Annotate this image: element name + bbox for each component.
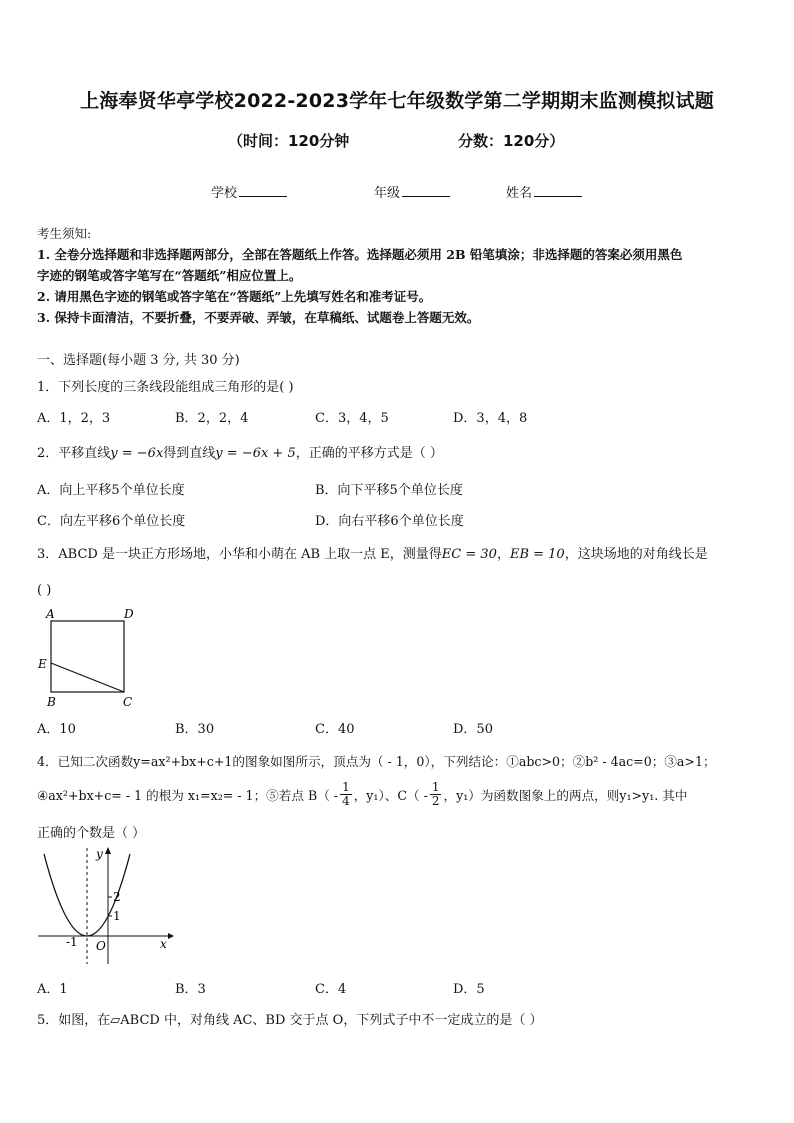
q3-paren: ( )	[37, 583, 52, 598]
q4-frac1-den: 4	[342, 793, 350, 808]
q4-line1: 4．已知二次函数y=ax²+bx+c+1的图象如图所示，顶点为（ - 1，0），下列结论：①abc>0；②b² - 4ac=0；③a>1；	[37, 754, 716, 769]
label-tick-1: 1	[113, 909, 121, 923]
label-b: B	[47, 695, 56, 709]
school-field	[211, 182, 287, 201]
exam-score: 分数：120分）	[458, 132, 565, 150]
q4-option-d: D．5	[453, 982, 485, 997]
label-d: D	[124, 607, 134, 621]
q3-stem	[37, 543, 708, 562]
label-a: A	[46, 607, 55, 621]
grade-blank	[402, 184, 450, 197]
q4-line3: 正确的个数是（ ）	[37, 826, 146, 841]
q3-tail: ，这块场地的对角线长是	[564, 547, 708, 562]
q2-prefix: 2．平移直线	[37, 446, 111, 461]
q4-frac2	[430, 781, 442, 808]
q4-line2a: ④ax²+bx+c= - 1 的根为 x₁=x₂= - 1；⑤若点 B（ -	[37, 787, 339, 803]
q1-stem: 1．下列长度的三条线段能组成三角形的是( )	[37, 380, 294, 395]
exam-time: （时间：120分钟	[228, 132, 350, 150]
label-c: C	[123, 695, 133, 709]
q2-option-b: B．向下平移5个单位长度	[315, 483, 463, 498]
label-minus-1: -1	[66, 935, 78, 949]
name-field	[506, 182, 582, 201]
section-heading: 一、选择题(每小题 3 分, 共 30 分)	[37, 353, 240, 368]
q1-option-d: D．3，4，8	[453, 411, 528, 426]
name-label: 姓名	[506, 186, 533, 201]
q2-stem	[37, 442, 443, 461]
y-axis-arrow	[105, 847, 111, 854]
q4-option-c: C．4	[315, 982, 347, 997]
q3-option-d: D．50	[453, 722, 493, 737]
notice-item-1a: 1. 全卷分选择题和非选择题两部分，全部在答题纸上作答。选择题必须用 2B 铅笔填涂；非选择题的答案必须用黑色	[37, 247, 683, 262]
page-title: 上海奉贤华亭学校2022-2023学年七年级数学第二学期期末监测模拟试题	[80, 90, 714, 112]
q3-option-a: A．10	[37, 722, 76, 737]
q3-eb: EB = 10	[509, 547, 565, 562]
q4-parabola-figure	[34, 844, 174, 966]
grade-label: 年级	[374, 186, 401, 201]
q2-eq1: y = −6x	[110, 446, 164, 461]
label-origin: O	[96, 939, 106, 953]
q4-line2b: ，y₁）、C（ -	[353, 787, 428, 803]
q4-option-a: A．1	[37, 982, 68, 997]
q2-suffix: ，正确的平移方式是（ ）	[295, 446, 443, 461]
q4-frac1	[340, 781, 352, 808]
q4-frac2-num: 1	[431, 779, 440, 794]
q1-option-c: C．3，4，5	[315, 411, 389, 426]
label-tick-2: 2	[113, 890, 121, 904]
q3-ec: EC = 30	[441, 547, 497, 562]
label-x: x	[160, 937, 167, 951]
q2-option-a: A．向上平移5个单位长度	[37, 483, 185, 498]
q4-line2	[37, 776, 687, 812]
q3-option-c: C．40	[315, 722, 355, 737]
notice-item-3: 3. 保持卡面清洁，不要折叠，不要弄破、弄皱，在草稿纸、试题卷上答题无效。	[37, 310, 480, 325]
segment-ec	[51, 663, 124, 692]
q2-mid: 得到直线	[163, 446, 216, 461]
notice-item-2: 2. 请用黑色字迹的钢笔或答字笔在“答题纸”上先填写姓名和准考证号。	[37, 289, 432, 304]
q3-stem-text: 3．ABCD 是一块正方形场地，小华和小萌在 AB 上取一点 E，测量得	[37, 547, 442, 562]
notice-heading: 考生须知:	[37, 226, 92, 241]
q5-stem: 5．如图，在▱ABCD 中，对角线 AC、BD 交于点 O，下列式子中不一定成立的是（ ）	[37, 1013, 543, 1028]
x-axis-arrow	[168, 933, 174, 939]
notice-item-1b: 字迹的钢笔或答字笔写在“答题纸”相应位置上。	[37, 268, 302, 283]
q1-option-b: B．2，2，4	[175, 411, 249, 426]
square-abcd	[51, 621, 124, 692]
school-blank	[239, 184, 287, 197]
q2-eq2: y = −6x + 5	[215, 446, 296, 461]
q3-square-figure	[34, 604, 144, 710]
label-e: E	[38, 657, 47, 671]
label-y: y	[96, 847, 103, 861]
school-label: 学校	[211, 186, 238, 201]
q2-option-d: D．向右平移6个单位长度	[315, 514, 464, 529]
q2-option-c: C．向左平移6个单位长度	[37, 514, 186, 529]
q4-line2c: ，y₁）为函数图象上的两点，则y₁>y₁. 其中	[443, 787, 688, 803]
q1-option-a: A．1，2，3	[37, 411, 111, 426]
grade-field	[374, 182, 450, 201]
q4-frac2-den: 2	[431, 793, 440, 808]
q3-sep: ，	[496, 547, 510, 562]
q4-frac1-num: 1	[342, 779, 350, 794]
q4-option-b: B．3	[175, 982, 206, 997]
name-blank	[534, 184, 582, 197]
q3-option-b: B．30	[175, 722, 215, 737]
